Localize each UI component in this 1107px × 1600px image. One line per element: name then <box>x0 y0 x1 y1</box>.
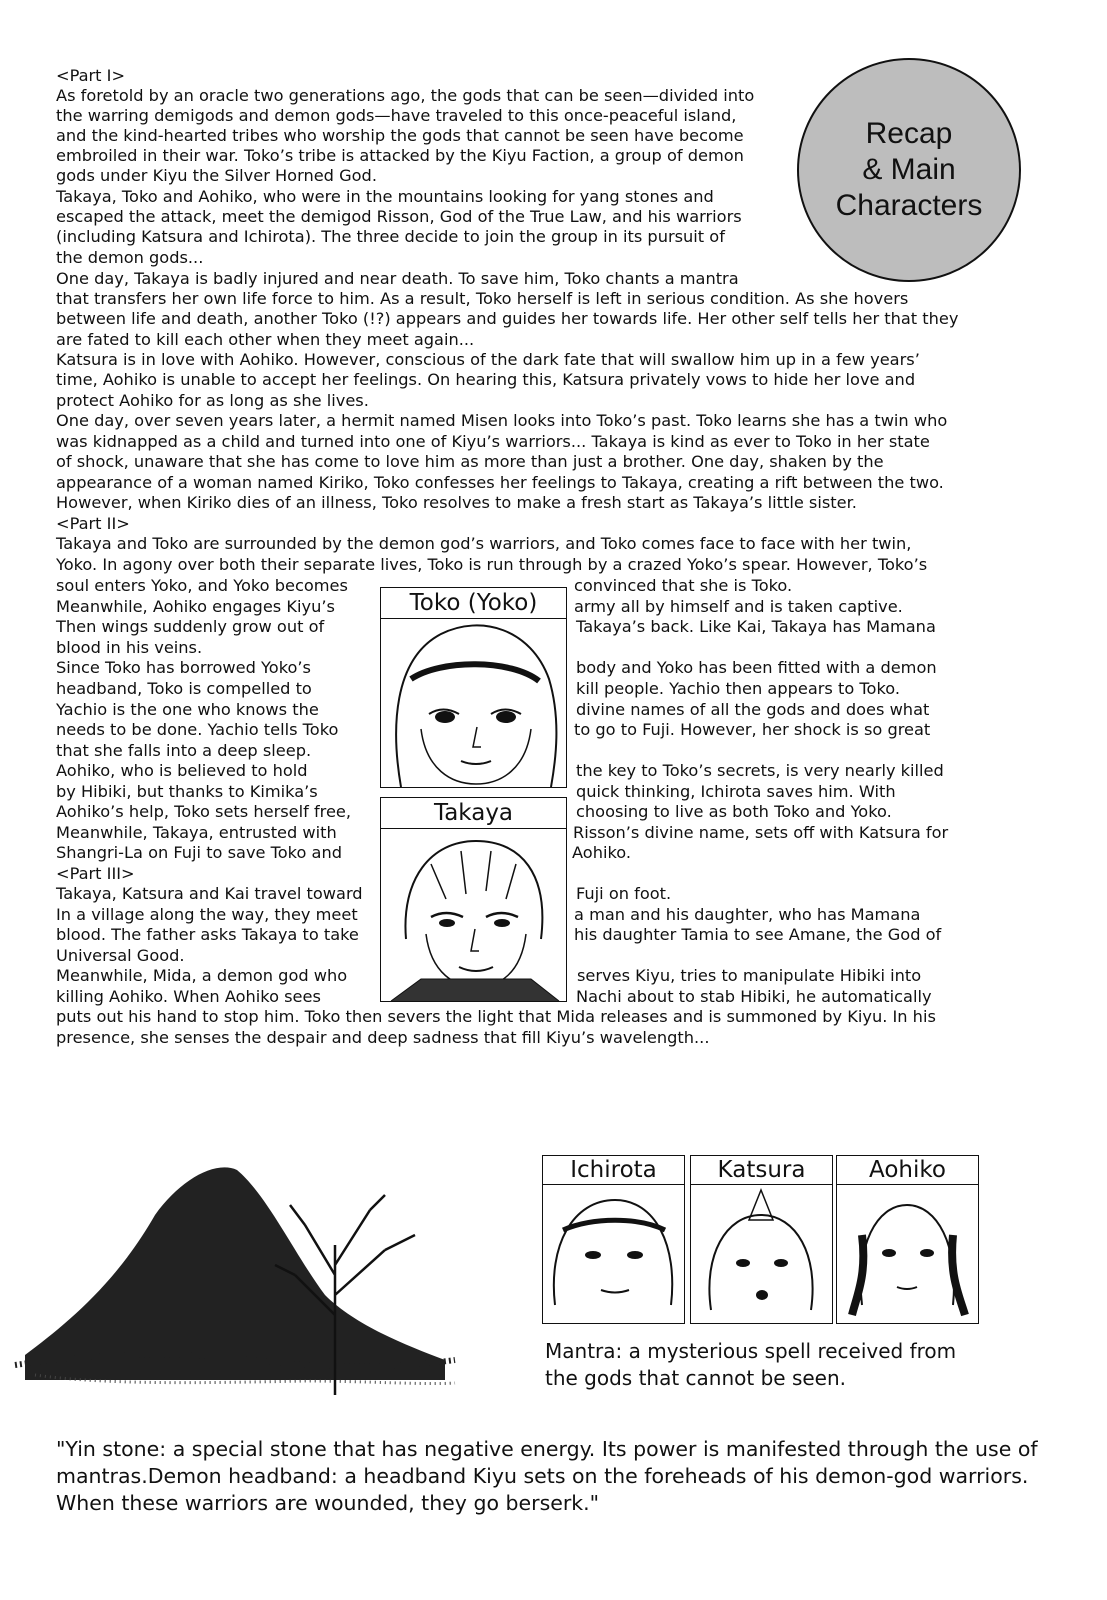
glossary-mantra: Mantra: a mysterious spell received from the gods that cannot be seen. <box>545 1339 957 1390</box>
recap-line-right: kill people. Yachio then appears to Toko. <box>576 679 901 698</box>
recap-line-left: Takaya, Katsura and Kai travel toward <box>56 884 363 903</box>
recap-line-left: Since Toko has borrowed Yoko’s <box>56 658 311 677</box>
recap-badge-line: Characters <box>835 189 983 222</box>
recap-line: As foretold by an oracle two generations ago, the gods that can be seen—divided into <box>56 86 755 105</box>
recap-line-left: by Hibiki, but thanks to Kimika’s <box>56 782 318 801</box>
recap-line-left: Meanwhile, Mida, a demon god who <box>56 966 348 985</box>
recap-line: presence, she senses the despair and deep sadness that fill Kiyu’s wavelength... <box>56 1028 710 1047</box>
recap-line-left: Shangri-La on Fuji to save Toko and <box>56 843 342 862</box>
recap-line: gods under Kiyu the Silver Horned God. <box>56 166 377 185</box>
recap-line-right: to go to Fuji. However, her shock is so great <box>574 720 931 739</box>
recap-badge-line: Recap <box>865 117 953 150</box>
recap-line: Takaya, Toko and Aohiko, who were in the mountains looking for yang stones and <box>56 187 714 206</box>
recap-line: One day, over seven years later, a hermit named Misen looks into Toko’s past. Toko learns she has a twin who <box>56 411 948 430</box>
recap-line: <Part I> <box>56 66 126 85</box>
recap-line-left: Universal Good. <box>56 946 185 965</box>
recap-line: that transfers her own life force to him. As a result, Toko herself is left in serious condition. As she hovers <box>56 289 909 308</box>
toko-face-illustration <box>381 619 566 787</box>
character-portrait-takaya <box>380 828 567 1002</box>
aohiko-face-illustration <box>837 1185 978 1323</box>
character-portrait-aohiko <box>836 1184 979 1324</box>
recap-line-right: Risson’s divine name, sets off with Katsura for <box>573 823 949 842</box>
recap-line: and the kind-hearted tribes who worship the gods that cannot be seen have become <box>56 126 744 145</box>
recap-line-left: Yachio is the one who knows the <box>56 700 319 719</box>
recap-line-right: his daughter Tamia to see Amane, the God of <box>574 925 942 944</box>
recap-line: Katsura is in love with Aohiko. However, conscious of the dark fate that will swallow him up in a few years’ <box>56 350 920 369</box>
character-label-toko: Toko (Yoko) <box>380 587 567 619</box>
recap-line: are fated to kill each other when they meet again... <box>56 330 475 349</box>
recap-line: between life and death, another Toko (!?) appears and guides her towards life. Her other self tells her that they <box>56 309 959 328</box>
character-portrait-katsura <box>690 1184 833 1324</box>
recap-line-right: quick thinking, Ichirota saves him. With <box>576 782 896 801</box>
recap-line-right: divine names of all the gods and does what <box>576 700 930 719</box>
character-label-ichirota: Ichirota <box>542 1155 685 1185</box>
recap-line-left: soul enters Yoko, and Yoko becomes <box>56 576 348 595</box>
recap-line: the warring demigods and demon gods—have traveled to this once-peaceful island, <box>56 106 737 125</box>
recap-line-right: Aohiko. <box>572 843 632 862</box>
recap-line-right: Nachi about to stab Hibiki, he automatically <box>576 987 932 1006</box>
character-portrait-toko <box>380 618 567 788</box>
character-label-katsura: Katsura <box>690 1155 833 1185</box>
recap-line-right: choosing to live as both Toko and Yoko. <box>576 802 892 821</box>
recap-line: appearance of a woman named Kiriko, Toko confesses her feelings to Takaya, creating a rift between the two. <box>56 473 944 492</box>
recap-line: was kidnapped as a child and turned into one of Kiyu’s warriors... Takaya is kind as ever to Toko in her state <box>56 432 930 451</box>
character-portrait-ichirota <box>542 1184 685 1324</box>
recap-line-right: convinced that she is Toko. <box>574 576 793 595</box>
recap-line: protect Aohiko for as long as she lives. <box>56 391 369 410</box>
recap-line: embroiled in their war. Toko’s tribe is attacked by the Kiyu Faction, a group of demon <box>56 146 744 165</box>
recap-line: Takaya and Toko are surrounded by the demon god’s warriors, and Toko comes face to face with her twin, <box>56 534 912 553</box>
recap-line: <Part II> <box>56 514 130 533</box>
recap-line-right: the key to Toko’s secrets, is very nearly killed <box>576 761 944 780</box>
recap-line-left: Meanwhile, Aohiko engages Kiyu’s <box>56 597 335 616</box>
character-label-aohiko: Aohiko <box>836 1155 979 1185</box>
recap-line: the demon gods... <box>56 248 204 267</box>
glossary-note: "Yin stone: a special stone that has negative energy. Its power is manifested through the use of mantras.Demon headband: a headband Kiyu sets on the foreheads of his demon-god warriors. When these warriors are wounded, they go berserk." <box>56 1437 1038 1515</box>
recap-line-right: army all by himself and is taken captive. <box>574 597 903 616</box>
recap-line: One day, Takaya is badly injured and near death. To save him, Toko chants a mantra <box>56 269 739 288</box>
recap-line-left: needs to be done. Yachio tells Toko <box>56 720 339 739</box>
recap-line-left: In a village along the way, they meet <box>56 905 358 924</box>
recap-line-right: serves Kiyu, tries to manipulate Hibiki into <box>577 966 922 985</box>
recap-line: puts out his hand to stop him. Toko then severs the light that Mida releases and is summoned by Kiyu. In his <box>56 1007 936 1026</box>
recap-line: of shock, unaware that she has come to love him as more than just a brother. One day, shaken by the <box>56 452 884 471</box>
recap-line-left: Aohiko, who is believed to hold <box>56 761 308 780</box>
recap-line-right: Takaya’s back. Like Kai, Takaya has Mamana <box>576 617 936 636</box>
recap-badge-line: & Main <box>862 153 956 186</box>
recap-line-right: body and Yoko has been fitted with a demon <box>576 658 937 677</box>
recap-line: Yoko. In agony over both their separate lives, Toko is run through by a crazed Yoko’s spear. However, Toko’s <box>56 555 928 574</box>
recap-line: (including Katsura and Ichirota). The three decide to join the group in its pursuit of <box>56 227 725 246</box>
recap-line: time, Aohiko is unable to accept her feelings. On hearing this, Katsura privately vows to hide her love and <box>56 370 916 389</box>
recap-line-left: headband, Toko is compelled to <box>56 679 312 698</box>
recap-line-left: blood. The father asks Takaya to take <box>56 925 359 944</box>
recap-line-left: Aohiko’s help, Toko sets herself free, <box>56 802 352 821</box>
recap-line: escaped the attack, meet the demigod Risson, God of the True Law, and his warriors <box>56 207 742 226</box>
mountain-tree-illustration <box>5 1155 460 1395</box>
ichirota-face-illustration <box>543 1185 684 1323</box>
takaya-face-illustration <box>381 829 566 1001</box>
recap-line-left: that she falls into a deep sleep. <box>56 741 312 760</box>
recap-line-right: a man and his daughter, who has Mamana <box>574 905 921 924</box>
recap-badge <box>797 58 1021 282</box>
character-label-takaya: Takaya <box>380 797 567 829</box>
recap-line-left: blood in his veins. <box>56 638 203 657</box>
katsura-face-illustration <box>691 1185 832 1323</box>
recap-line-left: <Part III> <box>56 864 135 883</box>
recap-line-left: Then wings suddenly grow out of <box>56 617 325 636</box>
recap-line: However, when Kiriko dies of an illness, Toko resolves to make a fresh start as Takaya’s little sister. <box>56 493 857 512</box>
recap-line-right: Fuji on foot. <box>576 884 672 903</box>
recap-line-left: Meanwhile, Takaya, entrusted with <box>56 823 337 842</box>
recap-line-left: killing Aohiko. When Aohiko sees <box>56 987 321 1006</box>
